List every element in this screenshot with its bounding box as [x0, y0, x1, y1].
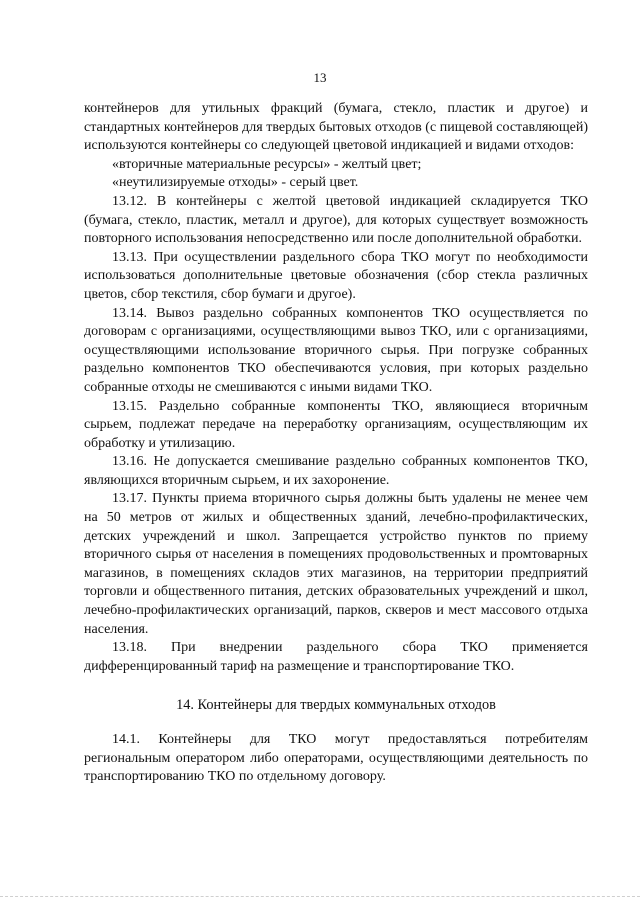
paragraph: 13.15. Раздельно собранные компоненты ТКО, являющиеся вторичным сырьем, подлежат передаче на переработку организациям, осуществляющим их обработку и утилизацию.: [84, 398, 588, 451]
paragraph-group-bottom: [84, 731, 588, 787]
page-number: 13: [313, 70, 327, 85]
paragraph: 13.18. При внедрении раздельного сбора ТКО применяется дифференцированный тариф на размещение и транспортирование ТКО.: [84, 640, 588, 674]
paragraph: «вторичные материальные ресурсы» - желтый цвет;: [112, 156, 422, 172]
paragraph: 13.13. При осуществлении раздельного сбора ТКО могут по необходимости использоваться дополнительные цветовые обозначения (сбор стекла различных цветов, сбор текстиля, сбор бумаги и другое).: [84, 249, 588, 302]
document-body: [84, 100, 588, 787]
paragraph: «неутилизируемые отходы» - серый цвет.: [112, 175, 359, 191]
section-heading: 14. Контейнеры для твердых коммунальных отходов: [176, 697, 496, 714]
paragraph: 13.14. Вывоз раздельно собранных компонентов ТКО осуществляется по договорам с организациями, осуществляющими вывоз ТКО, или с организациями, осуществляющими использование вторичного сырья. При погрузке собранных раздельно компонентов ТКО обеспечиваются условия, при которых раздельно собранные отходы не смешиваются с иными видами ТКО.: [84, 305, 588, 395]
scan-edge-line: [0, 896, 640, 897]
paragraph: 13.16. Не допускается смешивание раздельно собранных компонентов ТКО, являющихся вторичным сырьем, и их захоронение.: [84, 454, 588, 488]
paragraph-group-top: [84, 100, 588, 676]
paragraph: 13.12. В контейнеры с желтой цветовой индикацией складируется ТКО (бумага, стекло, пластик, металл и другое), для которых существует возможность повторного использования непосредственно или после дополнительной обработки.: [84, 193, 588, 247]
paragraph: контейнеров для утильных фракций (бумага, стекло, пластик и другое) и стандартных контейнеров для твердых бытовых отходов (с пищевой составляющей) используются контейнеры со следующей цветовой индикацией и видами отходов:: [84, 101, 588, 154]
paragraph: 14.1. Контейнеры для ТКО могут предоставляться потребителям региональным оператором либо операторами, осуществляющими деятельность по транспортированию ТКО по отдельному договору.: [84, 732, 588, 785]
paragraph: 13.17. Пункты приема вторичного сырья должны быть удалены не менее чем на 50 метров от жилых и общественных зданий, лечебно-профилактических, детских учреждений и школ. Запрещается устройство пунктов по приему вторичного сырья от населения в помещениях продовольственных и промтоварных магазинов, в помещениях складов этих магазинов, на территории предприятий торговли и общественного питания, детских образовательных учреждений и школ, лечебно-профилактических организаций, парков, скверов и мест массового отдыха населения.: [84, 491, 588, 637]
